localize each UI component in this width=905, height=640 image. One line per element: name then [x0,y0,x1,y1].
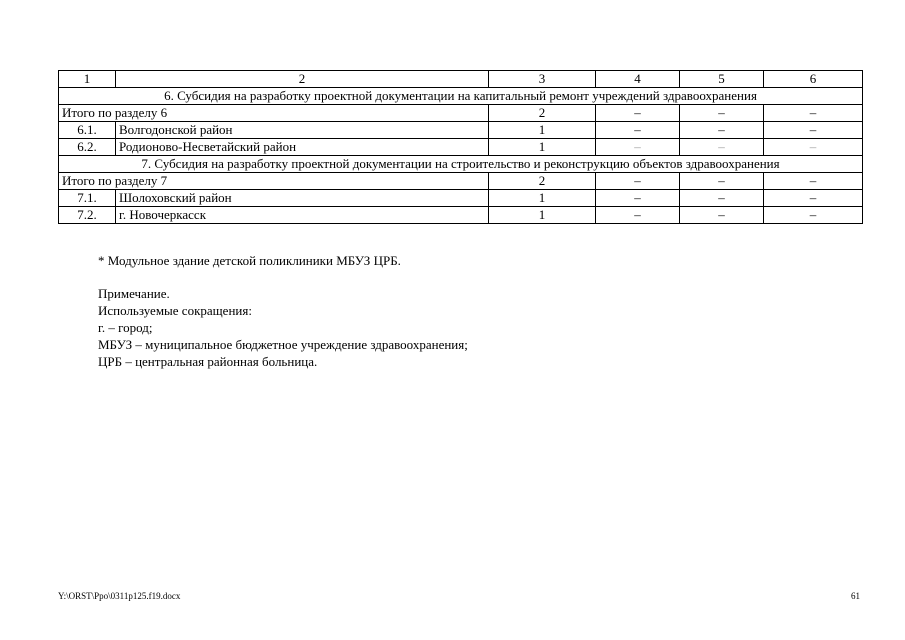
header-cell: 4 [596,71,680,88]
district-name: Волгодонской район [116,122,489,139]
page-number: 61 [851,591,860,601]
district-name: г. Новочеркасск [116,207,489,224]
row-number: 7.2. [59,207,116,224]
table-cell: – [680,173,764,190]
footnote: * Модульное здание детской поликлиники МБУЗ ЦРБ. [98,253,401,268]
abbreviations-title: Используемые сокращения: [98,303,252,318]
abbreviation-item: МБУЗ – муниципальное бюджетное учреждение здравоохранения; [98,337,468,352]
total-label: Итого по разделу 6 [59,105,489,122]
table-cell: – [680,207,764,224]
table-cell: – [596,173,680,190]
header-cell: 1 [59,71,116,88]
header-cell: 2 [116,71,489,88]
table-cell: – [764,139,863,156]
abbreviation-item: ЦРБ – центральная районная больница. [98,354,318,369]
row-number: 6.2. [59,139,116,156]
table-cell: 1 [489,190,596,207]
spacer [98,269,468,285]
header-cell: 3 [489,71,596,88]
table-row [59,190,863,207]
subsidy-table [58,70,863,224]
table-cell: – [764,105,863,122]
section-6-title: 6. Субсидия на разработку проектной документации на капитальный ремонт учреждений здравоохранения [59,88,863,105]
table-cell: 2 [489,173,596,190]
table-cell: – [680,105,764,122]
section-title-row [59,88,863,105]
header-cell: 5 [680,71,764,88]
table-cell: – [764,207,863,224]
row-number: 7.1. [59,190,116,207]
table-cell: – [680,122,764,139]
section-total-row [59,105,863,122]
table-cell: – [596,105,680,122]
table-cell: 1 [489,122,596,139]
section-title-row [59,156,863,173]
table-header-row [59,71,863,88]
notes-block [98,252,468,370]
footer-file-path: Y:\ORST\Ppo\0311p125.f19.docx [58,591,181,601]
table-cell: – [680,139,764,156]
table-cell: – [596,190,680,207]
table-cell: 1 [489,139,596,156]
header-cell: 6 [764,71,863,88]
table-cell: – [680,190,764,207]
table-cell: – [764,173,863,190]
table-row [59,139,863,156]
abbreviation-item: г. – город; [98,320,153,335]
table-cell: – [596,139,680,156]
table-cell: – [596,122,680,139]
table-cell: – [764,190,863,207]
table-row [59,122,863,139]
row-number: 6.1. [59,122,116,139]
table-cell: 2 [489,105,596,122]
total-label: Итого по разделу 7 [59,173,489,190]
table-row [59,207,863,224]
table-cell: – [596,207,680,224]
district-name: Родионово-Несветайский район [116,139,489,156]
section-7-title: 7. Субсидия на разработку проектной документации на строительство и реконструкцию объектов здравоохранения [59,156,863,173]
table-cell: – [764,122,863,139]
note-title: Примечание. [98,286,170,301]
section-total-row [59,173,863,190]
table-cell: 1 [489,207,596,224]
district-name: Шолоховский район [116,190,489,207]
